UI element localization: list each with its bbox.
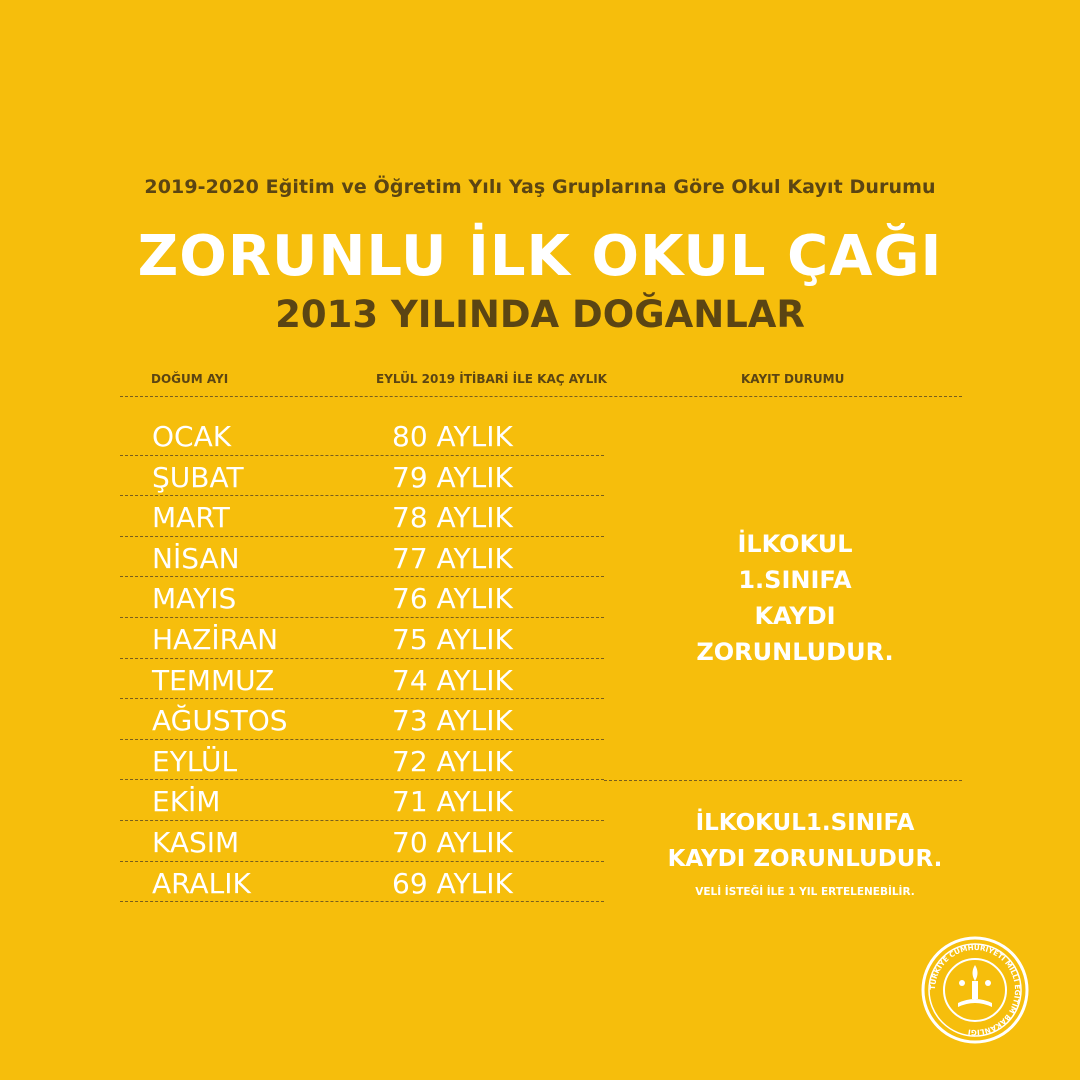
month-cell: ARALIK: [152, 866, 251, 900]
table-row: [120, 577, 604, 618]
month-cell: ŞUBAT: [152, 460, 244, 494]
year-heading: 2013 YILINDA DOĞANLAR: [275, 293, 805, 336]
table-row: [120, 659, 604, 700]
seal-text: TÜRKİYE CUMHURİYETİ MİLLİ EĞİTİM BAKANLIĞI: [927, 942, 1023, 1038]
table-row: [120, 740, 604, 781]
ministry-seal-icon: [920, 935, 1030, 1045]
age-cell: 72 AYLIK: [392, 744, 513, 778]
age-cell: 75 AYLIK: [392, 622, 513, 656]
month-cell: HAZİRAN: [152, 622, 279, 656]
page-title: ZORUNLU İLK OKUL ÇAĞI: [137, 224, 943, 289]
month-cell: AĞUSTOS: [152, 704, 288, 738]
table-row: [120, 415, 604, 456]
age-cell: 76 AYLIK: [392, 582, 513, 616]
status-line: KAYDI ZORUNLUDUR.: [667, 846, 943, 872]
table-row: [120, 699, 604, 740]
subtitle: 2019-2020 Eğitim ve Öğretim Yılı Yaş Gruplarına Göre Okul Kayıt Durumu: [144, 176, 936, 198]
table-rows: [120, 415, 604, 902]
group-divider: [604, 780, 962, 781]
table-row: [120, 862, 604, 903]
age-cell: 71 AYLIK: [392, 785, 513, 819]
status-line: KAYDI: [754, 602, 836, 630]
status-line: ZORUNLUDUR.: [696, 638, 894, 666]
status-line: 1.SINIFA: [738, 566, 852, 594]
header-divider: [120, 396, 962, 397]
deferral-note: VELİ İSTEĞİ İLE 1 YIL ERTELENEBİLİR.: [695, 886, 915, 898]
age-cell: 70 AYLIK: [392, 825, 513, 859]
month-cell: EYLÜL: [152, 744, 238, 778]
table-row: [120, 780, 604, 821]
age-cell: 79 AYLIK: [392, 460, 513, 494]
table-row: [120, 821, 604, 862]
month-cell: KASIM: [152, 825, 240, 859]
status-mandatory: [660, 526, 930, 670]
month-cell: EKİM: [152, 785, 221, 819]
table-row: [120, 618, 604, 659]
month-cell: OCAK: [152, 420, 232, 453]
month-cell: MAYIS: [152, 582, 237, 616]
column-header-birth-month: DOĞUM AYI: [151, 372, 229, 386]
age-cell: 73 AYLIK: [392, 704, 513, 738]
age-cell: 78 AYLIK: [392, 501, 513, 535]
month-cell: MART: [152, 501, 230, 535]
age-cell: 74 AYLIK: [392, 663, 513, 697]
age-cell: 77 AYLIK: [392, 541, 513, 575]
column-header-age-months: EYLÜL 2019 İTİBARİ İLE KAÇ AYLIK: [376, 372, 607, 386]
table-row: [120, 496, 604, 537]
status-line: İLKOKUL1.SINIFA: [695, 810, 915, 836]
age-cell: 80 AYLIK: [392, 420, 513, 453]
month-cell: TEMMUZ: [152, 663, 275, 697]
table-row: [120, 456, 604, 497]
column-header-status: KAYIT DURUMU: [741, 372, 845, 386]
status-line: İLKOKUL: [737, 530, 853, 558]
month-cell: NİSAN: [152, 541, 240, 575]
table-row: [120, 537, 604, 578]
status-mandatory-deferrable: [640, 805, 970, 877]
age-cell: 69 AYLIK: [392, 866, 513, 900]
